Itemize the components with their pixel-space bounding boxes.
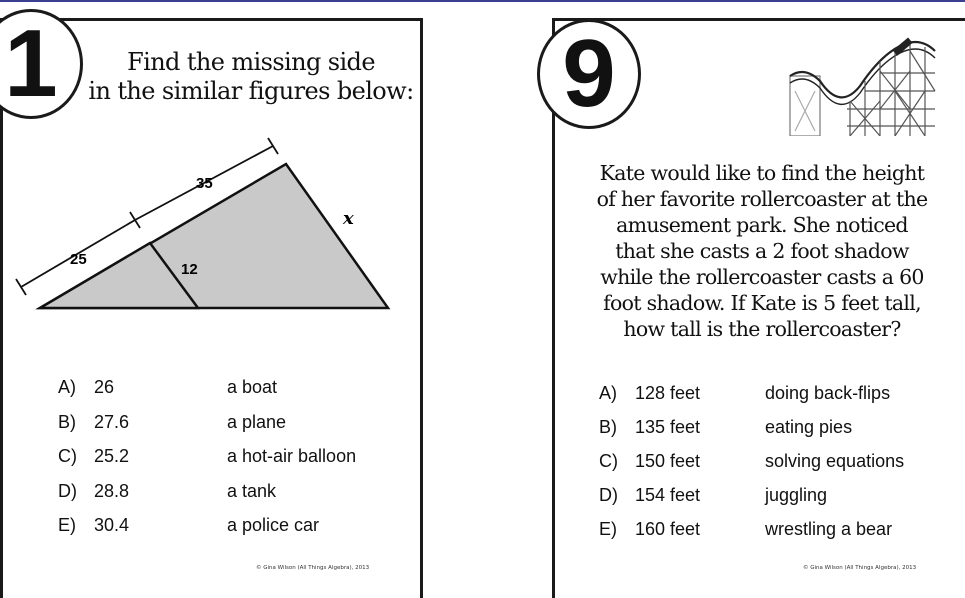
answer-letter: A)	[58, 377, 76, 397]
answer-value: 154 feet	[635, 485, 701, 505]
similar-triangles-figure	[3, 21, 423, 341]
title-line-2: in the similar figures below:	[88, 77, 414, 105]
answer-value: 160 feet	[635, 519, 701, 539]
answer-letter: D)	[599, 485, 618, 505]
question-line: that she casts a 2 foot shadow	[615, 239, 909, 263]
answer-letter: A)	[599, 383, 617, 403]
answer-phrase: solving equations	[765, 451, 905, 471]
question-line: Kate would like to find the height	[599, 161, 925, 185]
answer-phrase: wrestling a bear	[765, 519, 893, 539]
question-text	[557, 160, 965, 342]
answer-value: 26	[94, 377, 115, 397]
question-line: how tall is the rollercoaster?	[623, 317, 901, 341]
top-accent-line	[0, 0, 965, 2]
side-label-12: 12	[181, 261, 198, 278]
answer-phrase: a plane	[227, 412, 287, 432]
answer-phrase: a hot-air balloon	[227, 446, 357, 466]
answer-value: 135 feet	[635, 417, 701, 437]
answer-value: 150 feet	[635, 451, 701, 471]
question-line: while the rollercoaster casts a 60	[600, 265, 924, 289]
answer-value: 27.6	[94, 412, 130, 432]
answer-letter: B)	[599, 417, 617, 437]
side-label-x: x	[343, 208, 354, 229]
answer-phrase: a police car	[227, 515, 320, 535]
question-line: foot shadow. If Kate is 5 feet tall,	[603, 291, 921, 315]
answer-value: 30.4	[94, 515, 130, 535]
dimension-tick-25a	[16, 279, 26, 295]
title-line-1: Find the missing side	[127, 48, 375, 76]
answer-phrase: doing back-flips	[765, 383, 891, 403]
answer-value: 25.2	[94, 446, 130, 466]
question-line: amusement park. She noticed	[616, 213, 908, 237]
side-label-25: 25	[70, 251, 87, 268]
answer-letter: C)	[58, 446, 77, 466]
question-number-badge: 1	[0, 9, 83, 119]
answer-phrase: a boat	[227, 377, 278, 397]
answer-letter: E)	[58, 515, 76, 535]
question-card-1	[0, 10, 423, 598]
rollercoaster-illustration	[785, 31, 945, 136]
copyright-note: © Gina Wilson (All Things Algebra), 2013	[803, 565, 917, 571]
question-number-badge: 9	[537, 19, 641, 129]
copyright-note: © Gina Wilson (All Things Algebra), 2013	[256, 565, 370, 571]
side-label-35: 35	[196, 175, 213, 192]
answer-letter: C)	[599, 451, 618, 471]
question-line: of her favorite rollercoaster at the	[596, 187, 928, 211]
answer-value: 28.8	[94, 481, 130, 501]
answer-letter: E)	[599, 519, 617, 539]
answer-letter: D)	[58, 481, 77, 501]
answer-value: 128 feet	[635, 383, 701, 403]
dimension-tick-35b	[268, 138, 278, 154]
answer-phrase: juggling	[765, 485, 828, 505]
answer-letter: B)	[58, 412, 76, 432]
question-card-9	[552, 18, 965, 598]
answer-phrase: eating pies	[765, 417, 853, 437]
answer-phrase: a tank	[227, 481, 277, 501]
